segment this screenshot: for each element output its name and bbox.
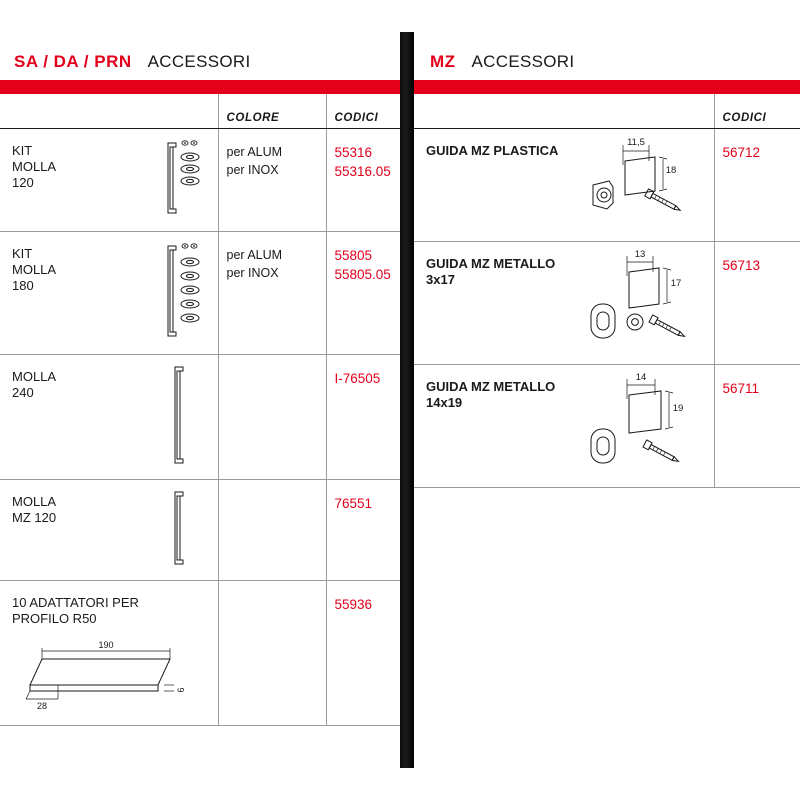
desc-line: 3x17: [426, 271, 455, 287]
row-figure: [574, 364, 714, 487]
svg-text:11,5: 11,5: [626, 136, 645, 148]
left-header-text: [14, 52, 250, 72]
right-header-title: ACCESSORI: [471, 52, 575, 71]
svg-text:17: 17: [670, 277, 682, 289]
desc-line: 14x19: [426, 394, 463, 410]
row-figure: [150, 354, 218, 479]
colore-line: per ALUM: [226, 144, 283, 159]
desc-line: PROFILO R50: [12, 610, 97, 626]
svg-text:14: 14: [635, 371, 647, 383]
right-head-codici: CODICI: [714, 94, 800, 128]
spring-kit-120-icon: [154, 135, 214, 225]
codice: 55936: [334, 596, 373, 612]
row-codici: [326, 128, 400, 231]
desc-line: MZ 120: [12, 509, 57, 525]
table-row: [0, 128, 400, 231]
row-codici: [714, 128, 800, 241]
svg-text:19: 19: [672, 402, 684, 414]
row-description: [0, 231, 150, 354]
table-row: [0, 580, 400, 726]
row-codici: [714, 241, 800, 364]
row-description: [0, 128, 150, 231]
left-red-bar: [0, 80, 400, 94]
guide-metal-14x19-icon: [579, 371, 709, 481]
right-header-text: [430, 52, 574, 72]
row-figure: [574, 241, 714, 364]
codice: 55805.05: [334, 267, 391, 283]
right-header-code: MZ: [430, 52, 456, 71]
right-head-blank-1: [414, 94, 574, 128]
desc-line: GUIDA MZ METALLO: [426, 378, 556, 394]
desc-line: 10 ADATTATORI PER: [12, 594, 139, 610]
row-figure: [150, 479, 218, 580]
right-table: [414, 94, 800, 488]
desc-line: KIT: [12, 245, 33, 261]
right-red-bar: [414, 80, 800, 94]
desc-line: KIT: [12, 142, 33, 158]
row-figure: [574, 128, 714, 241]
codice: 76551: [334, 495, 373, 511]
table-row: [414, 128, 800, 241]
colore-line: per INOX: [226, 162, 279, 177]
desc-line: MOLLA: [12, 368, 57, 384]
left-table-header-row: [0, 94, 400, 128]
table-row: [0, 354, 400, 479]
left-header-code: SA / DA / PRN: [14, 52, 132, 71]
colore-line: per ALUM: [226, 247, 283, 262]
row-description: [414, 128, 574, 241]
right-header: [414, 32, 800, 94]
codice: 55316.05: [334, 164, 391, 180]
codice: 56711: [722, 380, 760, 396]
spring-240-icon: [159, 361, 209, 473]
left-panel: [0, 32, 400, 726]
row-figure: [12, 637, 210, 717]
svg-text:6: 6: [176, 687, 186, 693]
adapter-r50-icon: [12, 637, 202, 717]
row-codici: [326, 231, 400, 354]
codice: 55316: [334, 144, 373, 160]
table-row: [0, 479, 400, 580]
row-colore: [218, 580, 326, 726]
left-head-colore: COLORE: [218, 94, 326, 128]
desc-line: GUIDA MZ METALLO: [426, 255, 556, 271]
desc-line: 240: [12, 384, 34, 400]
codice: 55805: [334, 247, 373, 263]
svg-text:18: 18: [665, 164, 677, 176]
left-head-codici: CODICI: [326, 94, 400, 128]
desc-line: MOLLA: [12, 493, 57, 509]
row-codici: [326, 354, 400, 479]
codice: 56713: [722, 257, 761, 273]
spring-kit-180-icon: [154, 238, 214, 348]
right-panel: [414, 32, 800, 488]
row-colore: [218, 479, 326, 580]
desc-line: MOLLA: [12, 261, 57, 277]
right-head-blank-2: [574, 94, 714, 128]
row-colore: [218, 354, 326, 479]
left-table: [0, 94, 400, 726]
codice: 56712: [722, 144, 761, 160]
guide-plastic-icon: [579, 135, 709, 235]
right-table-header-row: [414, 94, 800, 128]
desc-line: GUIDA MZ PLASTICA: [426, 142, 559, 158]
row-description: [0, 580, 218, 726]
row-codici: [326, 580, 400, 726]
desc-line: 180: [12, 278, 34, 293]
page-divider: [400, 32, 414, 768]
codice: I-76505: [334, 370, 381, 386]
left-header-title: ACCESSORI: [147, 52, 251, 71]
guide-metal-3x17-icon: [579, 248, 709, 358]
desc-line: 120: [12, 175, 34, 190]
left-header: [0, 32, 400, 94]
colore-line: per INOX: [226, 265, 279, 280]
row-description: [414, 364, 574, 487]
row-figure: [150, 128, 218, 231]
left-head-blank-1: [0, 94, 150, 128]
table-row: [0, 231, 400, 354]
left-head-blank-2: [150, 94, 218, 128]
row-figure: [150, 231, 218, 354]
svg-text:190: 190: [98, 640, 114, 650]
row-colore: [218, 128, 326, 231]
table-row: [414, 364, 800, 487]
row-description: [0, 354, 150, 479]
svg-text:13: 13: [634, 248, 646, 260]
desc-line: MOLLA: [12, 158, 57, 174]
row-description: [414, 241, 574, 364]
row-codici: [326, 479, 400, 580]
svg-text:28: 28: [36, 701, 48, 711]
row-colore: [218, 231, 326, 354]
table-row: [414, 241, 800, 364]
spring-mz-120-icon: [159, 486, 209, 574]
row-description: [0, 479, 150, 580]
row-codici: [714, 364, 800, 487]
